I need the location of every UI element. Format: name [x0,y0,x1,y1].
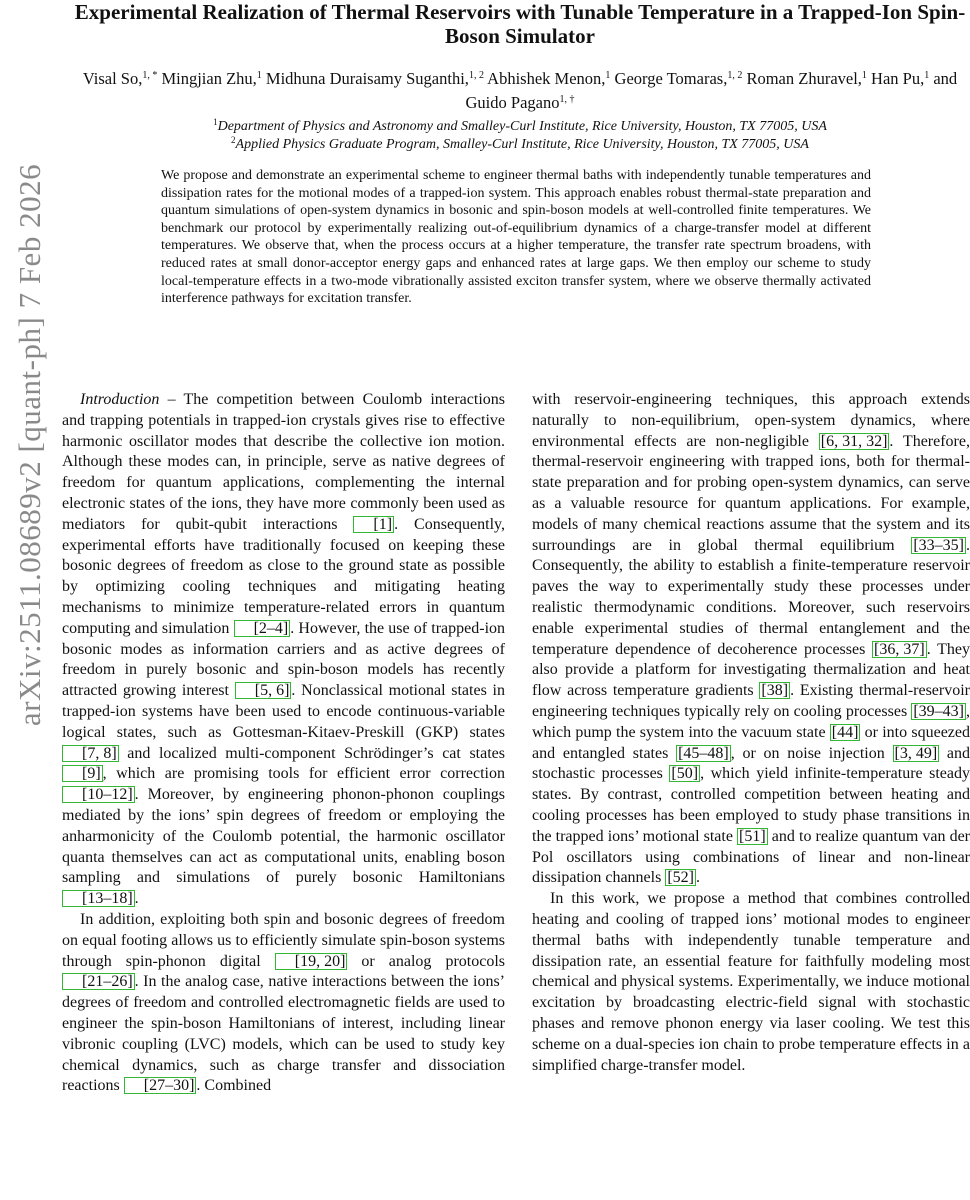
text-run: and to realize quantum van der Pol oscillators using combinations of linear and non-linear dissipation channels [532,827,970,887]
author [871,69,929,88]
author [83,69,158,88]
text-run: . Nonclassical motional states in trapped-ion systems have been used to encode continuous-variable logical states, such as Gottesman-Kitaev-Preskill (GKP) states [62,682,505,741]
author-affiliation-mark: 1 [256,70,262,81]
body-column-right [532,390,970,1198]
text-run: . Combined [196,1077,272,1095]
text-run: , which yield infinite-temperature steady states. By contrast, controlled competition between heating and cooling processes has been employed to study phase transitions in the trapped ions’ motional state [532,765,970,845]
affiliation-list [70,118,970,154]
citation-link[interactable]: [27–30] [124,1077,197,1094]
affiliation-text: Department of Physics and Astronomy and Smalley-Curl Institute, Rice University, Houston, TX 77005, USA [217,119,827,134]
author-affiliation-mark: 1, † [559,94,575,105]
text-run: – The competition between Coulomb interactions and trapping potentials in trapped-ion crystals gives rise to effective harmonic oscillator modes that describe the collective ion motion. Although these modes can, in principle, serve as native degrees of freedom for quantum applications, complementing the internal electronic states of the ions, they have more commonly been used as mediators for qubit-qubit interactions [62,391,505,533]
author [487,69,610,88]
text-run: . Consequently, experimental efforts have traditionally focused on keeping these bosonic degrees of freedom as close to the ground state as possible by optimizing cooling techniques and mitigating heating mechanisms to minimize temperature-related errors in quantum computing and simulation [62,515,505,637]
body-column-left [62,390,505,1198]
citation-link[interactable]: [5, 6] [235,682,292,699]
citation-link[interactable]: [45–48] [678,744,729,762]
text-run: or into squeezed and entangled states [532,723,970,762]
author-name: George Tomaras, [614,69,728,88]
affiliation [70,136,970,154]
citation-link[interactable]: [36, 37] [874,640,925,658]
text-run: . Consequently, the ability to establish a finite-temperature reservoir paves the way to experimentally study these processes under realistic thermodynamic conditions. Moreover, such reservoirs enable experimental studies of thermal entanglement and the temperature dependence of decoherence processes [532,536,970,658]
author [161,69,261,88]
author-name: Han Pu, [871,69,925,88]
section-heading: Introduction [80,391,160,408]
text-run: and localized multi-component Schrödinger’s cat states [118,744,505,762]
text-run: , or on noise injection [730,744,893,762]
paragraph [532,889,970,1076]
text-run: . In the analog case, native interactions between the ions’ degrees of freedom and controlled electromagnetic fields are used to engineer the spin-boson Hamiltonians of interest, including linear vibronic coupling (LVC) models, which can be used to study key chemical dynamics, such as charge transfer and dissociation reactions [62,973,505,1095]
paragraph [62,390,505,910]
author-name: Visal So, [82,69,143,88]
citation-link[interactable]: [44] [831,723,859,741]
author-name: and Guido Pagano [465,69,958,112]
citation-link[interactable]: [3, 49] [894,744,938,762]
text-run: . Moreover, by engineering phonon-phonon couplings mediated by the ions’ spin degrees of freedom or employing the anharmonicity of the Coulomb potential, the harmonic oscillator quanta themselves can act as computational units, enabling boson sampling and simulations of purely bosonic Hamiltonians [62,786,505,887]
text-run: with reservoir-engineering techniques, this approach extends naturally to non-equilibrium, open-system dynamics, where environmental effects are non-negligible [532,391,970,450]
author-affiliation-mark: 1 [924,70,930,81]
citation-link[interactable]: [38] [761,682,789,700]
author-affiliation-mark: 1 [861,70,867,81]
text-run: or analog protocols [347,952,505,970]
text-run: In addition, exploiting both spin and bosonic degrees of freedom on equal footing allows us to efficiently simulate spin-boson systems through spin-phonon digital [62,910,505,970]
citation-link[interactable]: [9] [62,765,103,782]
author [615,69,743,88]
affiliation-text: Applied Physics Graduate Program, Smalley-Curl Institute, Rice University, Houston, TX 77005, USA [235,137,809,152]
paragraph [62,910,505,1097]
text-run: . [695,869,700,887]
citation-link[interactable]: [19, 20] [275,953,348,970]
citation-link[interactable]: [13–18] [62,890,135,907]
author-affiliation-mark: 1, 2 [468,70,484,81]
author-name: Roman Zhuravel, [746,69,862,88]
citation-link[interactable]: [6, 31, 32] [820,432,888,450]
author-affiliation-mark: 1 [605,70,611,81]
author [746,69,866,88]
text-run: and stochastic processes [532,744,970,783]
citation-link[interactable]: [50] [671,765,699,783]
citation-link[interactable]: [51] [739,827,766,845]
author-affiliation-mark: 1, * [142,70,158,81]
paragraph [532,390,970,889]
citation-link[interactable]: [10–12] [62,786,135,803]
affiliation-number: 2 [231,135,236,145]
arxiv-identifier [4,163,56,727]
citation-link[interactable]: [7, 8] [62,745,119,762]
citation-link[interactable]: [33–35] [913,536,964,554]
author [266,69,484,88]
citation-link[interactable]: [1] [353,516,394,533]
citation-link[interactable]: [39–43] [913,702,964,720]
text-run: . However, the use of trapped-ion bosonic modes as information carriers and as active degrees of freedom in purely bosonic and spin-boson models has recently attracted growing interest [62,619,505,700]
text-run: . They also provide a platform for investigating thermalization and heat flow across temperature gradients [532,640,970,700]
text-run: In this work, we propose a method that combines controlled heating and cooling of trapped ions’ motional modes to engineer thermal baths with independently tunable temperature and dissipation rate, an essential feature for faithfully modeling most chemical and physical systems. Experimentally, we induce motional excitation by broadcasting electric-field signal with stochastic phases and remove phonon energy via laser cooling. We test this scheme on a dual-species ion chain to probe temperature effects in a simplified charge-transfer model. [532,890,970,1074]
author-affiliation-mark: 1, 2 [727,70,743,81]
author-list [70,67,970,115]
text-run: , which pump the system into the vacuum state [532,702,970,741]
text-run: . Existing thermal-reservoir engineering techniques typically rely on cooling processes [532,682,970,720]
text-run: . Therefore, thermal-reservoir engineering with trapped ions, both for thermal-state preparation and for probing open-system dynamics, can serve as a valuable resource for quantum applications. For example, models of many chemical reactions assume that the system and its surroundings are in global thermal equilibrium [532,432,970,554]
arxiv-stamp-text: arXiv:2511.08689v2 [quant-ph] 7 Feb 2026 [12,163,48,727]
citation-link[interactable]: [52] [667,869,694,887]
author-name: Midhuna Duraisamy Suganthi, [265,69,469,88]
citation-link[interactable]: [2–4] [234,620,291,637]
paper-title: Experimental Realization of Thermal Reservoirs with Tunable Temperature in a Trapped-Ion Spin-Boson Simulator [74,0,966,48]
author-name: Mingjian Zhu, [161,69,257,88]
text-run: , which are promising tools for efficient error correction [102,765,505,783]
citation-link[interactable]: [21–26] [62,973,135,990]
affiliation [70,118,970,136]
abstract: We propose and demonstrate an experimental scheme to engineer thermal baths with independently tunable temperatures and dissipation rates for the motional modes of a trapped-ion system. This approach enables robust thermal-state preparation and quantum simulations of open-system dynamics in bosonic and spin-boson models at well-controlled finite temperatures. We benchmark our protocol by experimentally realizing out-of-equilibrium dynamics of a charge-transfer model at different temperatures. We observe that, when the process occurs at a higher temperature, the transfer rate spectrum broadens, with reduced rates at small donor-acceptor energy gaps and enhanced rates at large gaps. We then employ our scheme to study local-temperature effects in a two-mode vibrationally assisted exciton transfer system, where we observe thermally activated interference pathways for excitation transfer. [161,168,871,307]
affiliation-number: 1 [213,117,218,127]
text-run: . [134,890,139,908]
author-name: Abhishek Menon, [487,69,606,88]
